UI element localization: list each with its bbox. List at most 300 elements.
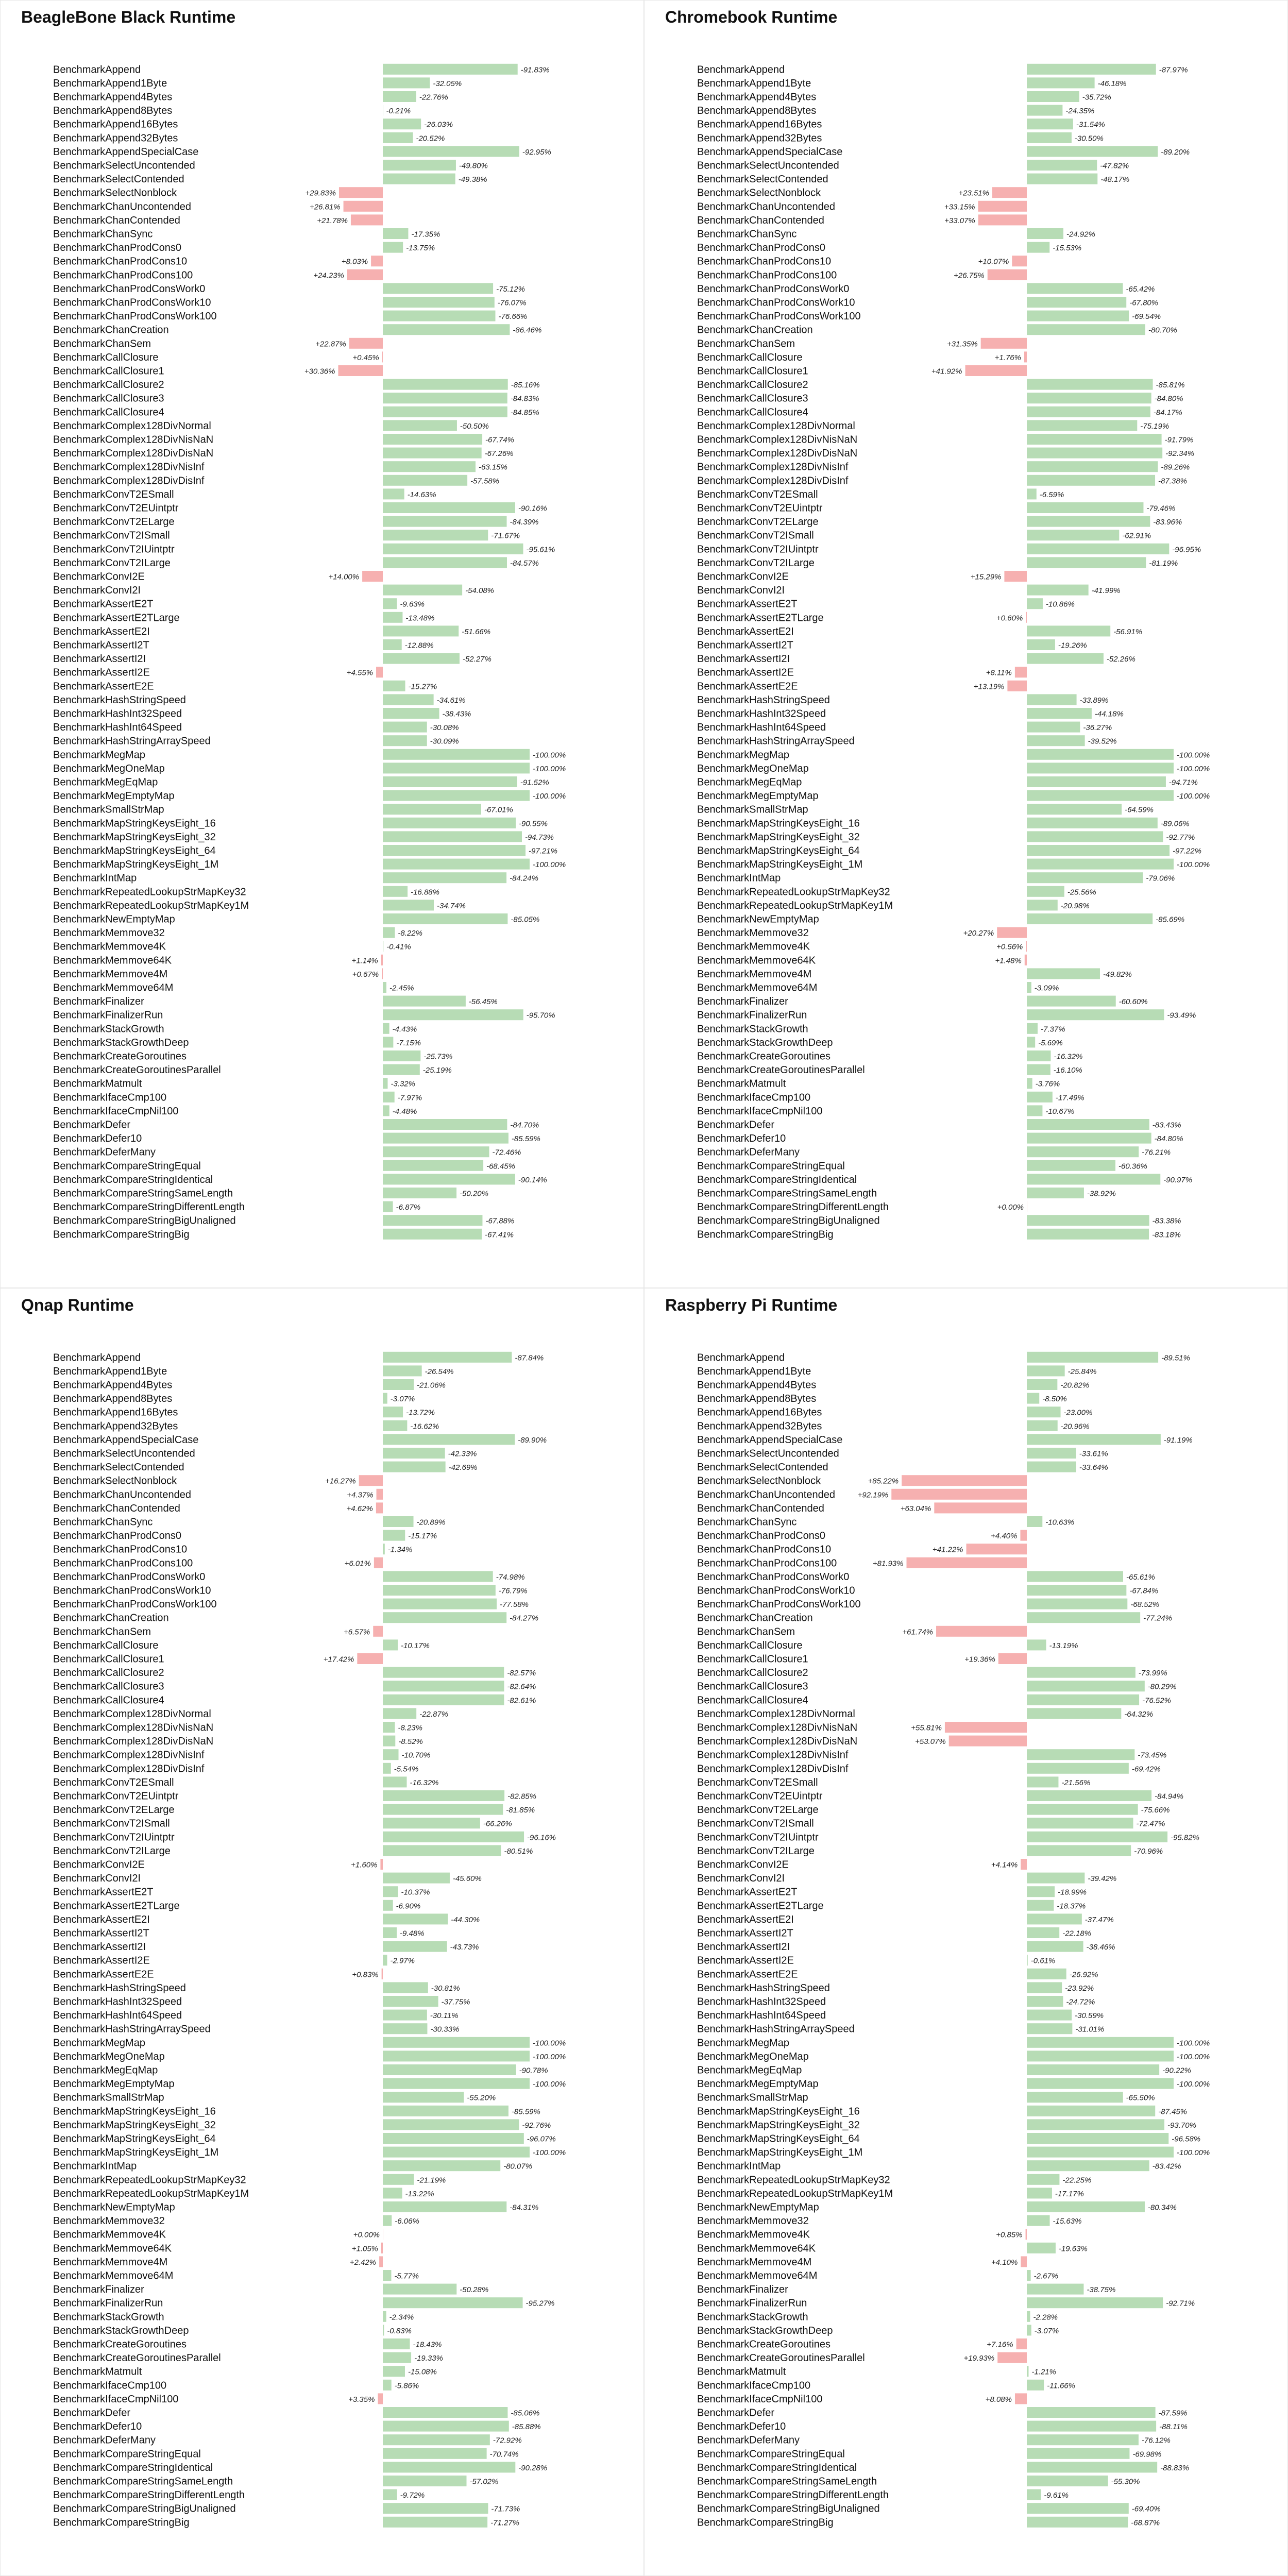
value-label: -6.90% [396, 1902, 421, 1911]
value-label: +33.15% [944, 202, 975, 212]
value-label: -17.49% [1055, 1093, 1084, 1103]
value-label: -90.97% [1163, 1175, 1193, 1184]
category-label: BenchmarkConvT2ESmall [53, 1776, 174, 1788]
bar [1027, 2489, 1041, 2500]
bar [380, 1859, 383, 1870]
category-label: BenchmarkMapStringKeysEight_16 [53, 2106, 216, 2117]
category-label: BenchmarkCreateGoroutinesParallel [53, 2352, 221, 2364]
bar [1027, 64, 1156, 75]
bar [383, 804, 481, 815]
value-label: -89.06% [1160, 819, 1190, 828]
category-label: BenchmarkCompareStringBig [53, 2517, 190, 2529]
value-label: -34.74% [437, 901, 466, 910]
category-label: BenchmarkHashStringSpeed [53, 694, 186, 706]
category-label: BenchmarkCreateGoroutinesParallel [697, 1064, 865, 1076]
bar [1027, 77, 1095, 88]
value-label: -100.00% [533, 860, 566, 870]
bar [347, 269, 383, 280]
value-label: -68.45% [486, 1162, 515, 1171]
value-label: +0.85% [996, 2230, 1023, 2240]
value-label: -22.76% [419, 93, 448, 102]
value-label: +4.37% [347, 1490, 374, 1500]
category-label: BenchmarkAssertI2I [697, 1941, 790, 1953]
value-label: -85.69% [1156, 915, 1185, 924]
category-label: BenchmarkConvI2E [697, 1859, 789, 1871]
bar [383, 1119, 507, 1130]
bar [1027, 982, 1031, 993]
bar [383, 1763, 391, 1774]
bar [383, 2188, 402, 2198]
category-label: BenchmarkComplex128DivDisInf [697, 475, 849, 487]
bar [383, 1448, 445, 1459]
category-label: BenchmarkMapStringKeysEight_64 [53, 2133, 216, 2145]
value-label: -22.18% [1062, 1929, 1092, 1938]
value-label: -47.82% [1100, 161, 1129, 171]
bar [1027, 776, 1166, 787]
value-label: -80.07% [503, 2162, 533, 2171]
bar [383, 1736, 395, 1747]
category-label: BenchmarkFinalizerRun [53, 1009, 163, 1021]
value-label: +33.07% [944, 216, 975, 225]
value-label: -0.21% [386, 107, 411, 116]
category-label: BenchmarkAppend4Bytes [697, 91, 817, 103]
category-label: BenchmarkMatmult [53, 1078, 142, 1090]
category-label: BenchmarkComplex128DivNisNaN [697, 434, 858, 446]
category-label: BenchmarkChanUncontended [53, 1489, 191, 1501]
value-label: +6.01% [344, 1559, 371, 1568]
value-label: -64.59% [1125, 805, 1154, 815]
category-label: BenchmarkChanProdConsWork100 [53, 311, 217, 323]
category-label: BenchmarkNewEmptyMap [53, 913, 175, 925]
category-label: BenchmarkStackGrowth [53, 2311, 164, 2323]
value-label: -30.11% [430, 2011, 459, 2021]
value-label: +4.62% [346, 1504, 373, 1513]
category-label: BenchmarkChanCreation [697, 324, 813, 336]
value-label: -81.85% [506, 1806, 535, 1815]
category-label: BenchmarkAppendSpecialCase [53, 1434, 199, 1446]
category-label: BenchmarkComplex128DivDisNaN [697, 448, 858, 460]
value-label: +53.07% [915, 1737, 946, 1747]
bar [383, 886, 408, 897]
category-label: BenchmarkHashInt32Speed [697, 708, 826, 720]
category-label: BenchmarkConvT2EUintptr [697, 1790, 823, 1802]
value-label: -46.18% [1097, 79, 1127, 88]
bar [383, 488, 404, 499]
value-label: +15.29% [970, 572, 1002, 582]
bar [383, 859, 530, 870]
bar [383, 776, 517, 787]
category-label: BenchmarkConvT2IUintptr [53, 544, 175, 555]
bar [383, 2050, 530, 2061]
value-label: -50.20% [460, 1189, 488, 1198]
category-label: BenchmarkChanProdCons0 [697, 1530, 826, 1542]
bar [1027, 2462, 1157, 2472]
category-label: BenchmarkChanSem [697, 1626, 795, 1638]
category-label: BenchmarkComplex128DivNisInf [53, 461, 205, 473]
category-label: BenchmarkAppendSpecialCase [53, 146, 199, 158]
value-label: -96.95% [1172, 545, 1201, 554]
bar [383, 2119, 519, 2130]
bar [383, 1146, 489, 1157]
bar [1027, 708, 1092, 719]
value-label: +21.78% [317, 216, 348, 225]
value-label: -9.61% [1044, 2491, 1069, 2500]
value-label: -44.18% [1094, 709, 1124, 719]
bar [1027, 1749, 1134, 1760]
category-label: BenchmarkAssertE2T [697, 1886, 798, 1898]
category-label: BenchmarkMegMap [697, 2037, 789, 2049]
value-label: +24.23% [313, 271, 344, 280]
value-label: -94.71% [1168, 778, 1198, 787]
value-label: -75.19% [1140, 421, 1170, 431]
value-label: +4.14% [991, 1860, 1018, 1870]
category-label: BenchmarkDefer [53, 1119, 131, 1131]
value-label: -33.61% [1079, 1449, 1108, 1459]
value-label: -10.70% [401, 1751, 431, 1760]
bar [383, 393, 507, 403]
category-label: BenchmarkCompareStringBigUnaligned [697, 2503, 880, 2515]
bar [1027, 1818, 1133, 1828]
value-label: -69.40% [1131, 2504, 1161, 2514]
bar [362, 571, 383, 582]
value-label: -13.75% [406, 244, 435, 253]
category-label: BenchmarkCallClosure3 [697, 1681, 808, 1692]
value-label: -8.23% [398, 1723, 422, 1733]
category-label: BenchmarkConvT2ILarge [697, 1845, 815, 1857]
bar [1027, 1352, 1158, 1363]
category-label: BenchmarkCreateGoroutines [697, 2338, 831, 2350]
bar [383, 1804, 503, 1815]
category-label: BenchmarkCompareStringBig [697, 2517, 834, 2529]
value-label: +55.81% [911, 1723, 942, 1733]
bar [383, 2023, 427, 2034]
bar [383, 722, 427, 733]
bar-chart-2 [1, 1289, 643, 2575]
bar [349, 338, 383, 349]
bar [383, 1900, 393, 1911]
value-label: -84.27% [510, 1614, 539, 1623]
bar [1027, 2270, 1031, 2281]
bar [1027, 1516, 1042, 1527]
value-label: -7.97% [397, 1093, 422, 1103]
bar [1027, 516, 1150, 527]
bar [1025, 955, 1027, 965]
value-label: +63.04% [900, 1504, 931, 1513]
value-label: -24.72% [1066, 1997, 1095, 2007]
bar [383, 434, 482, 445]
bar [1027, 996, 1116, 1007]
category-label: BenchmarkHashStringArraySpeed [53, 2023, 211, 2035]
bar [1027, 1886, 1055, 1897]
bar [1021, 1859, 1027, 1870]
bar [1027, 872, 1143, 883]
value-label: -6.06% [395, 2217, 419, 2226]
value-label: -97.21% [529, 846, 557, 856]
bar [383, 530, 488, 540]
bar [383, 1365, 422, 1376]
bar [383, 1599, 497, 1609]
bar [1015, 667, 1027, 677]
category-label: BenchmarkMegEmptyMap [697, 790, 819, 802]
value-label: -77.24% [1143, 1614, 1173, 1623]
value-label: -91.79% [1164, 435, 1194, 445]
category-label: BenchmarkAppend [697, 1352, 785, 1364]
value-label: -34.61% [436, 696, 466, 705]
bar [383, 1544, 385, 1554]
value-label: -81.19% [1149, 558, 1178, 568]
bar [378, 2393, 383, 2404]
value-label: -20.98% [1060, 901, 1090, 910]
bar [383, 1379, 414, 1390]
category-label: BenchmarkSelectContended [697, 1462, 828, 1473]
bar [1027, 1667, 1136, 1678]
bar [383, 2010, 427, 2021]
value-label: +4.40% [991, 1532, 1018, 1541]
bar [1027, 2188, 1052, 2198]
bar [1027, 1160, 1115, 1171]
category-label: BenchmarkAssertE2E [53, 681, 154, 692]
value-label: -89.90% [518, 1435, 547, 1445]
value-label: -13.72% [406, 1408, 435, 1417]
value-label: -80.34% [1147, 2203, 1177, 2212]
category-label: BenchmarkDefer10 [697, 2421, 786, 2433]
bar [383, 146, 519, 157]
bar [383, 2380, 392, 2391]
bar [359, 1475, 383, 1486]
category-label: BenchmarkCompareStringDifferentLength [53, 1201, 245, 1213]
value-label: -60.60% [1118, 997, 1148, 1007]
category-label: BenchmarkChanProdConsWork100 [53, 1599, 217, 1611]
value-label: -20.96% [1060, 1422, 1090, 1431]
bar [383, 516, 507, 527]
bar [383, 448, 482, 459]
category-label: BenchmarkConvI2I [53, 1873, 141, 1885]
bar [383, 118, 421, 129]
category-label: BenchmarkConvT2ELarge [697, 1804, 819, 1816]
value-label: -84.83% [510, 394, 539, 403]
value-label: -4.48% [392, 1107, 417, 1116]
category-label: BenchmarkMegOneMap [697, 2050, 809, 2062]
bar [1027, 1037, 1035, 1047]
category-label: BenchmarkSelectContended [53, 174, 184, 185]
category-label: BenchmarkIntMap [697, 2160, 781, 2172]
bar [1027, 2476, 1108, 2486]
category-label: BenchmarkCallClosure2 [697, 1667, 808, 1679]
value-label: -17.17% [1055, 2189, 1084, 2198]
value-label: -30.09% [430, 737, 459, 746]
category-label: BenchmarkAppend8Bytes [697, 105, 817, 117]
bar [383, 502, 515, 513]
category-label: BenchmarkComplex128DivDisInf [697, 1763, 849, 1775]
bar [1027, 228, 1063, 239]
bar [1027, 105, 1062, 116]
value-label: +17.42% [323, 1655, 354, 1664]
bar [1027, 1681, 1145, 1691]
category-label: BenchmarkAssertI2E [697, 667, 794, 679]
value-label: -38.46% [1086, 1943, 1115, 1952]
bar [1016, 2338, 1027, 2349]
bar [1027, 1708, 1121, 1719]
category-label: BenchmarkMemmove32 [53, 927, 165, 939]
value-label: -49.80% [459, 161, 488, 171]
category-label: BenchmarkSelectUncontended [697, 1448, 839, 1460]
bar [383, 1886, 398, 1897]
value-label: -100.00% [1177, 860, 1210, 870]
bar [992, 187, 1027, 198]
value-label: -57.58% [470, 477, 499, 486]
category-label: BenchmarkIntMap [697, 872, 781, 884]
value-label: -84.57% [510, 558, 539, 568]
bar [1027, 2448, 1129, 2459]
value-label: -10.86% [1045, 600, 1075, 609]
category-label: BenchmarkAssertE2TLarge [53, 612, 180, 624]
value-label: -57.02% [469, 2477, 499, 2486]
category-label: BenchmarkComplex128DivDisNaN [53, 448, 214, 460]
value-label: -92.71% [1166, 2299, 1195, 2308]
category-label: BenchmarkCompareStringBigUnaligned [53, 1215, 236, 1227]
value-label: +8.08% [985, 2395, 1012, 2404]
category-label: BenchmarkRepeatedLookupStrMapKey1M [53, 2188, 249, 2199]
value-label: +1.76% [994, 353, 1021, 362]
bar [1027, 1982, 1062, 1993]
bar [1027, 2380, 1044, 2391]
bar [1027, 2311, 1030, 2322]
category-label: BenchmarkChanSync [53, 1516, 153, 1528]
category-label: BenchmarkCompareStringDifferentLength [697, 1201, 889, 1213]
value-label: -63.15% [478, 463, 507, 472]
category-label: BenchmarkAssertE2E [697, 1969, 798, 1980]
category-label: BenchmarkAssertE2T [53, 598, 154, 610]
bar [383, 1201, 393, 1212]
category-label: BenchmarkIntMap [53, 2160, 137, 2172]
value-label: +7.16% [987, 2340, 1013, 2349]
value-label: -76.52% [1142, 1696, 1171, 1705]
category-label: BenchmarkChanUncontended [53, 201, 191, 213]
category-label: BenchmarkSmallStrMap [697, 2092, 808, 2104]
category-label: BenchmarkCallClosure3 [53, 1681, 164, 1692]
value-label: -16.32% [1054, 1052, 1083, 1061]
bar [1027, 1406, 1061, 1417]
bar [1027, 1434, 1161, 1445]
category-label: BenchmarkChanProdCons100 [53, 1557, 193, 1569]
value-label: -20.52% [416, 134, 445, 143]
bar-chart-1 [645, 1, 1287, 1287]
category-label: BenchmarkMapStringKeysEight_32 [697, 831, 860, 843]
category-label: BenchmarkIfaceCmp100 [697, 2380, 811, 2392]
category-label: BenchmarkDefer10 [53, 1133, 142, 1145]
bar [1027, 1393, 1039, 1404]
category-label: BenchmarkDefer [53, 2407, 131, 2419]
value-label: +20.27% [963, 929, 994, 938]
category-label: BenchmarkIfaceCmpNil100 [697, 2393, 823, 2405]
value-label: -33.89% [1079, 696, 1109, 705]
category-label: BenchmarkCompareStringSameLength [53, 1188, 233, 1199]
bar [1027, 2133, 1168, 2144]
category-label: BenchmarkMegEmptyMap [697, 2078, 819, 2090]
category-label: BenchmarkAppend4Bytes [697, 1379, 817, 1391]
value-label: -22.25% [1062, 2176, 1092, 2185]
value-label: -33.64% [1079, 1463, 1108, 1472]
category-label: BenchmarkComplex128DivDisInf [53, 475, 205, 487]
category-label: BenchmarkRepeatedLookupStrMapKey32 [697, 2174, 890, 2186]
value-label: -49.82% [1103, 970, 1132, 979]
value-label: -38.43% [442, 709, 471, 719]
value-label: +29.83% [305, 189, 336, 198]
bar [1027, 1188, 1084, 1198]
value-label: -72.92% [493, 2436, 522, 2445]
category-label: BenchmarkConvT2ESmall [697, 1776, 818, 1788]
value-label: -70.96% [1134, 1846, 1163, 1856]
category-label: BenchmarkConvT2ESmall [697, 488, 818, 500]
bar [949, 1736, 1027, 1747]
value-label: -92.77% [1166, 833, 1195, 842]
category-label: BenchmarkChanSem [53, 338, 151, 350]
bar [1027, 174, 1097, 184]
value-label: +0.00% [353, 2230, 380, 2240]
value-label: -8.52% [398, 1737, 423, 1747]
value-label: +26.81% [309, 202, 341, 212]
bar [383, 1092, 395, 1103]
bar [383, 1078, 387, 1089]
category-label: BenchmarkSelectContended [697, 174, 828, 185]
value-label: +22.87% [315, 340, 346, 349]
category-label: BenchmarkDefer [697, 2407, 775, 2419]
value-label: -19.33% [414, 2354, 443, 2363]
bar [1027, 1420, 1058, 1431]
value-label: -50.28% [460, 2285, 489, 2295]
bar [357, 1653, 383, 1664]
bar [383, 1174, 515, 1184]
chart-panel-0 [0, 0, 644, 1288]
value-label: -96.16% [527, 1833, 556, 1842]
category-label: BenchmarkConvT2ILarge [697, 557, 815, 569]
category-label: BenchmarkMatmult [697, 2366, 786, 2378]
category-label: BenchmarkAssertE2E [697, 681, 798, 692]
value-label: +3.35% [348, 2395, 375, 2404]
value-label: -13.48% [405, 614, 435, 623]
bar [1027, 544, 1169, 554]
category-label: BenchmarkHashInt32Speed [53, 1996, 182, 2008]
value-label: -60.36% [1118, 1162, 1147, 1171]
value-label: +0.56% [996, 942, 1023, 952]
value-label: -4.43% [392, 1025, 417, 1034]
value-label: -7.15% [396, 1038, 421, 1047]
category-label: BenchmarkDefer [697, 1119, 775, 1131]
category-label: BenchmarkCallClosure2 [53, 1667, 164, 1679]
bar [1027, 488, 1037, 499]
value-label: -12.88% [404, 641, 434, 650]
value-label: -8.22% [398, 929, 422, 938]
bar [383, 790, 530, 801]
value-label: +0.60% [996, 614, 1023, 623]
category-label: BenchmarkChanProdCons100 [697, 1557, 837, 1569]
category-label: BenchmarkSelectContended [53, 1462, 184, 1473]
category-label: BenchmarkDeferMany [53, 1146, 156, 1158]
value-label: -93.70% [1167, 2121, 1196, 2130]
category-label: BenchmarkMegEmptyMap [53, 790, 175, 802]
bar [1027, 2106, 1155, 2116]
bar [1027, 283, 1123, 294]
bar [383, 2037, 530, 2048]
category-label: BenchmarkStackGrowthDeep [697, 1037, 833, 1048]
bar [1027, 2421, 1156, 2432]
value-label: -100.00% [1177, 2080, 1210, 2089]
category-label: BenchmarkHashInt64Speed [697, 722, 826, 734]
value-label: -84.94% [1155, 1792, 1183, 1801]
bar [1027, 968, 1100, 979]
bar [1027, 324, 1145, 335]
category-label: BenchmarkChanProdConsWork0 [697, 283, 850, 295]
